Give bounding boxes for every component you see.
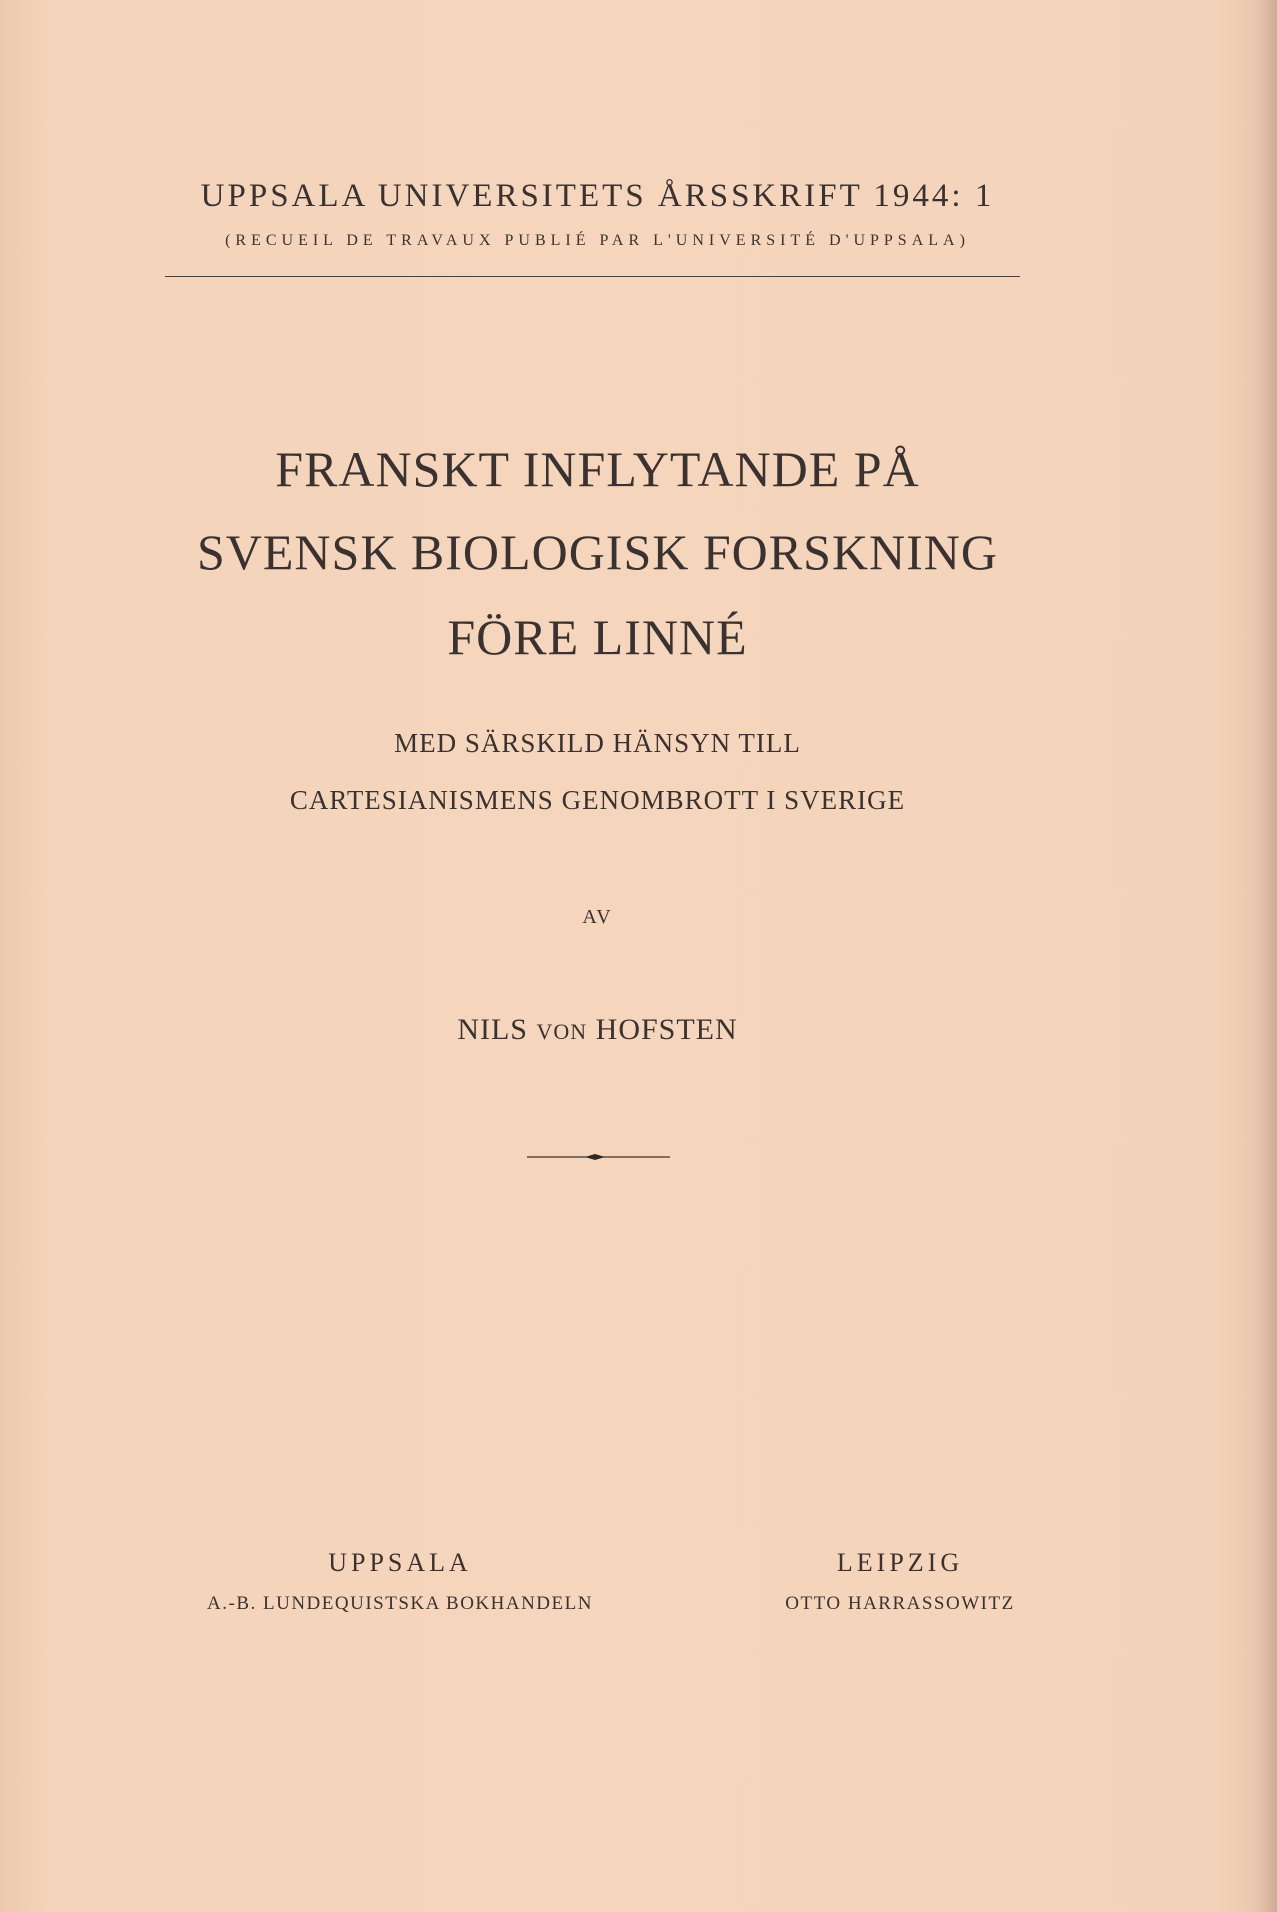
book-title-line-3: FÖRE LINNÉ xyxy=(447,609,748,665)
author-first-name: NILS xyxy=(457,1013,528,1046)
book-title-line-2: SVENSK BIOLOGISK FORSKNING xyxy=(196,524,999,580)
imprint-left-publisher: A.-B. LUNDEQUISTSKA BOKHANDELN xyxy=(207,1593,593,1614)
page-edge-shadow xyxy=(1253,0,1277,1912)
author-name xyxy=(0,1013,1195,1047)
book-subtitle-line-1: MED SÄRSKILD HÄNSYN TILL xyxy=(394,728,801,758)
series-title: UPPSALA UNIVERSITETS ÅRSSKRIFT 1944: 1 xyxy=(200,178,995,214)
header-rule xyxy=(165,276,1020,277)
imprint-left-city: UPPSALA xyxy=(328,1548,472,1577)
ornament-divider-icon xyxy=(527,1150,670,1164)
by-label: AV xyxy=(582,906,613,928)
imprint-right-publisher: OTTO HARRASSOWITZ xyxy=(785,1593,1015,1614)
series-subtitle: (RECUEIL DE TRAVAUX PUBLIÉ PAR L'UNIVERSITÉ D'UPPSALA) xyxy=(225,232,970,249)
book-title-line-1: FRANSKT INFLYTANDE PÅ xyxy=(275,441,920,497)
author-last-name: HOFSTEN xyxy=(595,1013,738,1046)
imprint-right-city: LEIPZIG xyxy=(836,1548,964,1577)
book-subtitle-line-2: CARTESIANISMENS GENOMBROTT I SVERIGE xyxy=(289,785,906,815)
author-particle: VON xyxy=(536,1019,588,1044)
